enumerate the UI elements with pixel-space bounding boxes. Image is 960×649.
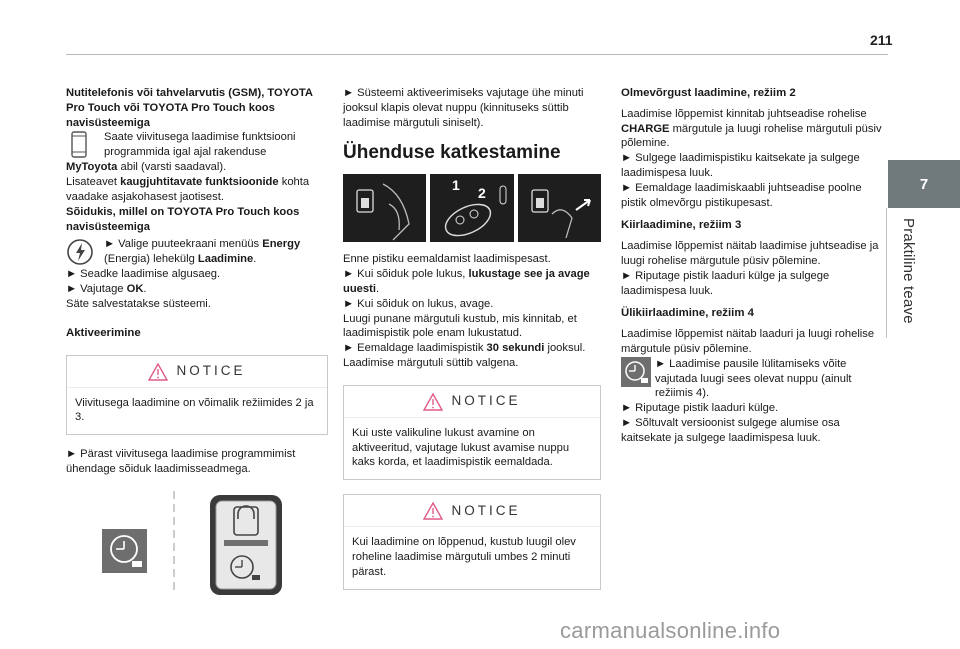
notice-label: NOTICE bbox=[451, 502, 521, 518]
mode3-text: Laadimise lõppemist näitab laadimise juhtseadise ja luugi rohelise märgutule püsiv põlemine. bbox=[621, 240, 879, 267]
see-suffix: kohta vaadake asjakohasest jaotisest. bbox=[66, 176, 310, 203]
notice-text: Viivitusega laadimine on võimalik režiimides 2 ja 3. bbox=[75, 396, 314, 424]
ok-word: OK bbox=[126, 283, 144, 296]
mode3-heading: Kiirlaadimine, režiim 3 bbox=[621, 219, 742, 232]
energy-step-end: . bbox=[253, 253, 257, 266]
remove-end: jooksul. bbox=[544, 342, 586, 355]
illustration-connector-release bbox=[518, 174, 601, 242]
see-prefix: Lisateavet bbox=[66, 176, 121, 189]
column-3 bbox=[621, 86, 883, 446]
white-indicator-text: Laadimise märgutuli süttib valgena. bbox=[343, 356, 519, 369]
remote-functions-link[interactable]: kaugjuhtitavate funktsioonide bbox=[120, 176, 279, 189]
disconnection-heading: Ühenduse katkestamine bbox=[343, 142, 561, 164]
illustration-key-fob bbox=[430, 174, 513, 242]
red-indicator-text: Luugi punane märgutuli kustub, mis kinnitab, et laadimispistik pole enam lukustatud. bbox=[343, 312, 577, 340]
app-name: MyToyota bbox=[66, 161, 118, 174]
watermark: carmanualsonline.info bbox=[560, 618, 781, 643]
charge-button-illustration bbox=[66, 491, 328, 601]
notice-label: NOTICE bbox=[451, 393, 521, 409]
mode3-step1: ► Riputage pistik laaduri külge ja sulgege laadimispesa luuk. bbox=[621, 269, 830, 297]
mode2-prefix: Laadimise lõppemist kinnitab juhtseadise rohelise bbox=[621, 107, 867, 120]
mode4-heading: Ülikiirlaadimine, režiim 4 bbox=[621, 307, 754, 320]
remove-prefix: ► Eemaldage laadimispistik bbox=[343, 342, 487, 355]
notice-box-unlock bbox=[343, 385, 601, 480]
pause-step-text: ► Laadimise pausile lülitamiseks võite vajutada luugi sees olevat nuppu (ainult režiimis 4). bbox=[655, 357, 852, 400]
notice-box-delayed bbox=[66, 355, 328, 436]
notice-box-indicator-off bbox=[343, 494, 601, 589]
unlock-illustration-row bbox=[343, 174, 601, 242]
svg-text:2: 2 bbox=[478, 185, 487, 202]
smartphone-instruction-text: Saate viivitusega laadimise funktsiooni programmida igal ajal rakenduse bbox=[104, 131, 296, 159]
section-title-smartphone: Nutitelefonis või tahvelarvutis (GSM), TOYOTA Pro Touch või TOYOTA Pro Touch koos navisüsteemiga bbox=[66, 87, 313, 129]
mode2-step2: ► Eemaldage laadimiskaabli juhtseadise poolne pistik olmevõrgu pistikupesast. bbox=[621, 181, 862, 209]
charge-word: CHARGE bbox=[621, 122, 670, 135]
see-also-line bbox=[66, 175, 328, 205]
smartphone-instruction bbox=[66, 130, 328, 160]
warning-triangle-icon bbox=[423, 502, 443, 520]
energy-word: Energy bbox=[262, 238, 301, 251]
step-set-time: ► Seadke laadimise algusaeg. bbox=[66, 268, 221, 281]
notice-text: Kui laadimine on lõppenud, kustub luugil olev roheline laadimise märgutuli umbes 2 minuti pärast. bbox=[352, 536, 576, 578]
chapter-tab[interactable]: 7 bbox=[888, 160, 960, 208]
illustration-door-lock bbox=[343, 174, 426, 242]
setting-saved-text: Säte salvestatakse süsteemi. bbox=[66, 297, 211, 310]
lock-step-prefix: ► Kui sõiduk pole lukus, bbox=[343, 268, 469, 281]
mode4-step1: ► Riputage pistik laaduri külge. bbox=[621, 402, 779, 415]
energy-step-mid: (Energia) lehekülg bbox=[104, 253, 198, 266]
remove-connector-step bbox=[343, 341, 601, 356]
warning-triangle-icon bbox=[423, 393, 443, 411]
column-2 bbox=[343, 86, 601, 602]
notice-header bbox=[344, 386, 600, 418]
chapter-title: Praktiline teave bbox=[900, 218, 917, 324]
mode2-heading: Olmevõrgust laadimine, režiim 2 bbox=[621, 87, 796, 99]
chapter-divider bbox=[886, 208, 887, 338]
page-number: 211 bbox=[870, 32, 893, 48]
app-line bbox=[66, 160, 328, 175]
notice-label: NOTICE bbox=[176, 363, 246, 379]
charging-flap-illustration bbox=[66, 491, 328, 601]
remove-seconds: 30 sekundi bbox=[486, 342, 545, 355]
mode2-text bbox=[621, 107, 883, 151]
notice-text: Kui uste valikuline lukust avamine on aktiveeritud, vajutage lukust avamise nuppu kaks korda, et laadimispistik eemaldada. bbox=[352, 426, 570, 469]
activation-heading: Aktiveerimine bbox=[66, 326, 141, 339]
mode2-step1: ► Sulgege laadimispistiku kaitsekate ja sulgege laadimispesa luuk. bbox=[621, 152, 860, 179]
notice-header bbox=[67, 356, 327, 388]
before-remove-text: Enne pistiku eemaldamist laadimispesast. bbox=[343, 253, 551, 266]
charging-page-word: Laadimine bbox=[197, 253, 254, 266]
activate-step: ► Süsteemi aktiveerimiseks vajutage ühe minuti jooksul klapis olevat nuppu (kinnituseks süttib laadimise märgutuli siniselt). bbox=[343, 87, 584, 129]
lock-step-end: . bbox=[375, 282, 380, 295]
smartphone-icon bbox=[66, 130, 96, 160]
mode4-step2: ► Sõltuvalt versioonist sulgege alumise osa kaitsekate ja sulgege laadimispesa luuk. bbox=[621, 416, 840, 444]
energy-lightning-icon bbox=[66, 237, 96, 267]
mode4-pause-step bbox=[621, 357, 883, 401]
lock-step-bold: lukustage see ja avage uuesti bbox=[343, 268, 590, 295]
lock-unlock-step bbox=[343, 267, 601, 297]
mode4-text: Laadimise lõppemist näitab laaduri ja luugi rohelise märgutule püsiv põlemine. bbox=[621, 328, 875, 355]
column-1 bbox=[66, 86, 328, 601]
charge-timer-icon bbox=[621, 357, 651, 387]
connect-vehicle-step: ► Pärast viivitusega laadimise programmimist ühendage sõiduk laadimisseadmega. bbox=[66, 448, 296, 475]
warning-triangle-icon bbox=[148, 363, 168, 381]
energy-step-prefix: ► Valige puuteekraani menüüs bbox=[104, 238, 263, 251]
section-title-pro-touch: Sõidukis, millel on TOYOTA Pro Touch koos navisüsteemiga bbox=[66, 205, 300, 233]
mode2-suffix: märgutule ja luugi rohelise märgutuli püsiv põlemine. bbox=[621, 122, 882, 150]
energy-step bbox=[66, 237, 328, 267]
header-rule bbox=[66, 54, 888, 55]
ok-end: . bbox=[143, 283, 147, 296]
notice-header bbox=[344, 495, 600, 527]
step-press-ok bbox=[66, 282, 328, 297]
unlock-step: ► Kui sõiduk on lukus, avage. bbox=[343, 297, 494, 310]
svg-text:1: 1 bbox=[452, 177, 461, 194]
ok-prefix: ► Vajutage bbox=[66, 283, 127, 296]
app-suffix: abil (varsti saadaval). bbox=[117, 161, 227, 174]
